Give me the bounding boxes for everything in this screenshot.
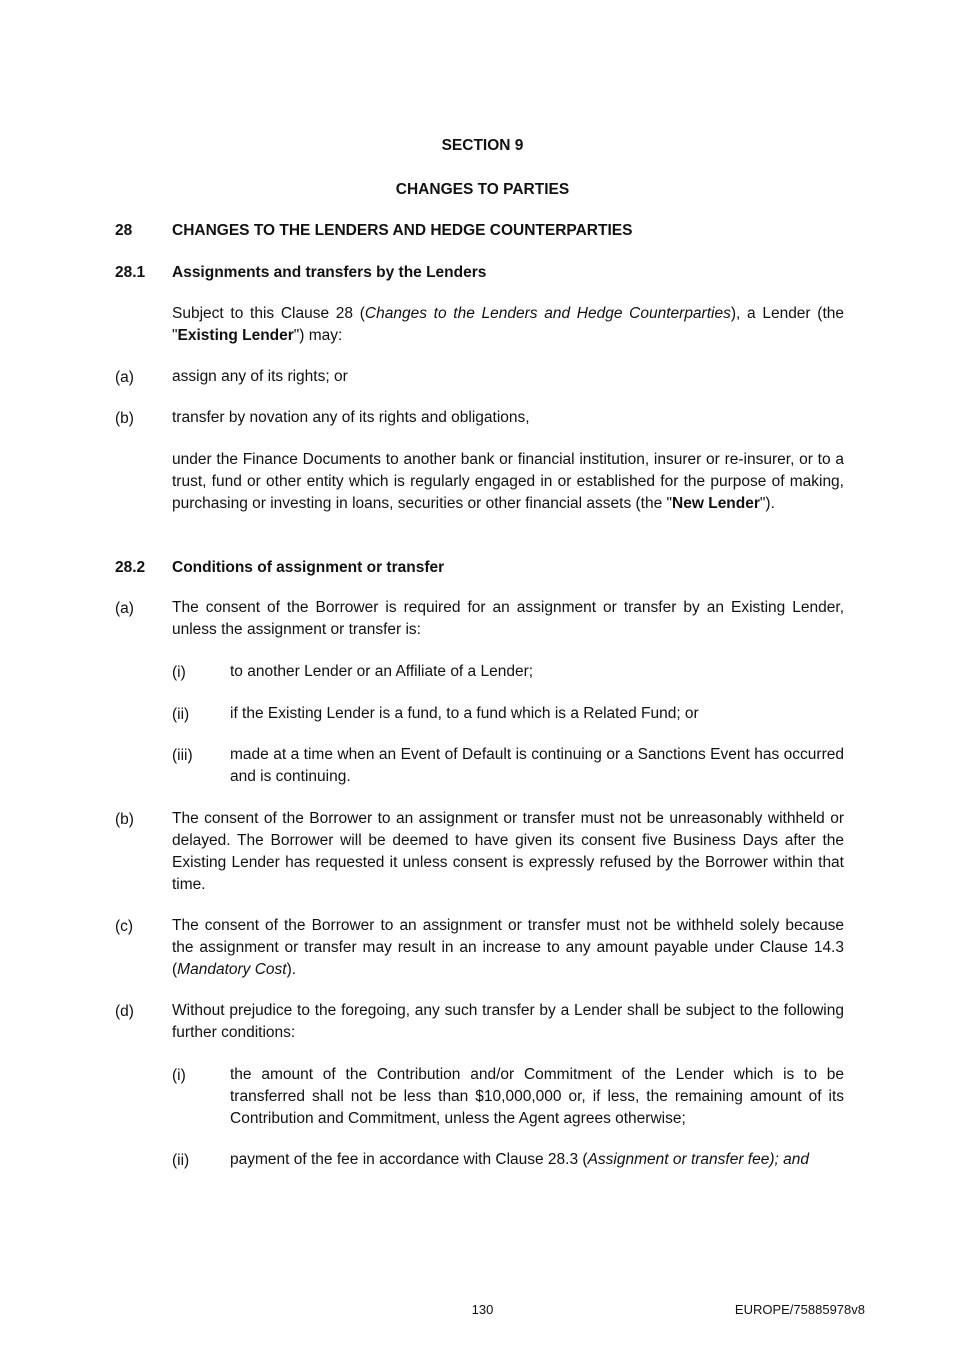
- section-heading: SECTION 9: [441, 137, 524, 154]
- sub-item-label: (ii): [172, 1152, 190, 1169]
- section-title: CHANGES TO PARTIES: [395, 181, 570, 198]
- document-reference: EUROPE/75885978v8: [734, 1302, 865, 1317]
- clause-28-1-intro: Subject to this Clause 28 (Changes to the Lenders and Hedge Counterparties), a Lender (the "Existing Lender") may:: [172, 305, 845, 344]
- clause-28-1-title: Assignments and transfers by the Lenders: [172, 264, 487, 281]
- paragraph-a-text: The consent of the Borrower is required for an assignment or transfer by an Existing Lender, unless the assignment or transfer is:: [172, 599, 844, 638]
- paragraph-label: (a): [115, 600, 134, 617]
- list-item-text: transfer by novation any of its rights and obligations,: [172, 409, 530, 426]
- clause-number: 28: [115, 222, 133, 239]
- sub-item-text: the amount of the Contribution and/or Commitment of the Lender which is to be transferred shall not be less than $10,000,000 or, if less, the remaining amount of its Contribution and Commitment, unless the Agent agrees otherwise;: [230, 1066, 844, 1127]
- sub-item-label: (iii): [172, 747, 193, 764]
- sub-item-text: made at a time when an Event of Default is continuing or a Sanctions Event has occurred and is continuing.: [230, 746, 844, 785]
- sub-item-label: (i): [172, 1067, 186, 1084]
- list-item-text: assign any of its rights; or: [172, 368, 348, 385]
- paragraph-label: (c): [115, 918, 134, 935]
- clause-28-2-title: Conditions of assignment or transfer: [172, 559, 445, 576]
- clause-28-2-number: 28.2: [115, 559, 146, 576]
- clause-28-1-number: 28.1: [115, 264, 146, 281]
- paragraph-c-text: The consent of the Borrower to an assignment or transfer must not be withheld solely because the assignment or transfer may result in an increase to any amount payable under Clause 14.3 (Mandatory Cost).: [172, 917, 844, 978]
- list-item-label: (b): [115, 410, 134, 427]
- sub-item-text: to another Lender or an Affiliate of a Lender;: [230, 663, 534, 680]
- sub-item-text: if the Existing Lender is a fund, to a fund which is a Related Fund; or: [230, 705, 699, 722]
- page-number: 130: [471, 1302, 494, 1317]
- paragraph-label: (b): [115, 811, 134, 828]
- paragraph-label: (d): [115, 1003, 134, 1020]
- clause-title: CHANGES TO THE LENDERS AND HEDGE COUNTERPARTIES: [172, 222, 633, 239]
- paragraph-b-text: The consent of the Borrower to an assignment or transfer must not be unreasonably withheld or delayed. The Borrower will be deemed to have given its consent five Business Days after the Existing Lender has requested it unless consent is expressly refused by the Borrower within that time.: [172, 810, 844, 893]
- paragraph-d-text: Without prejudice to the foregoing, any such transfer by a Lender shall be subject to the following further conditions:: [172, 1002, 844, 1041]
- sub-item-label: (ii): [172, 706, 190, 723]
- list-item-label: (a): [115, 369, 134, 386]
- clause-28-1-closing: under the Finance Documents to another bank or financial institution, insurer or re-insurer, or to a trust, fund or other entity which is regularly engaged in or established for the purpose of making, purchasing or investing in loans, securities or other financial assets (the "New Lender").: [172, 451, 844, 512]
- sub-item-label: (i): [172, 664, 186, 681]
- sub-item-text: payment of the fee in accordance with Clause 28.3 (Assignment or transfer fee); and: [230, 1151, 809, 1168]
